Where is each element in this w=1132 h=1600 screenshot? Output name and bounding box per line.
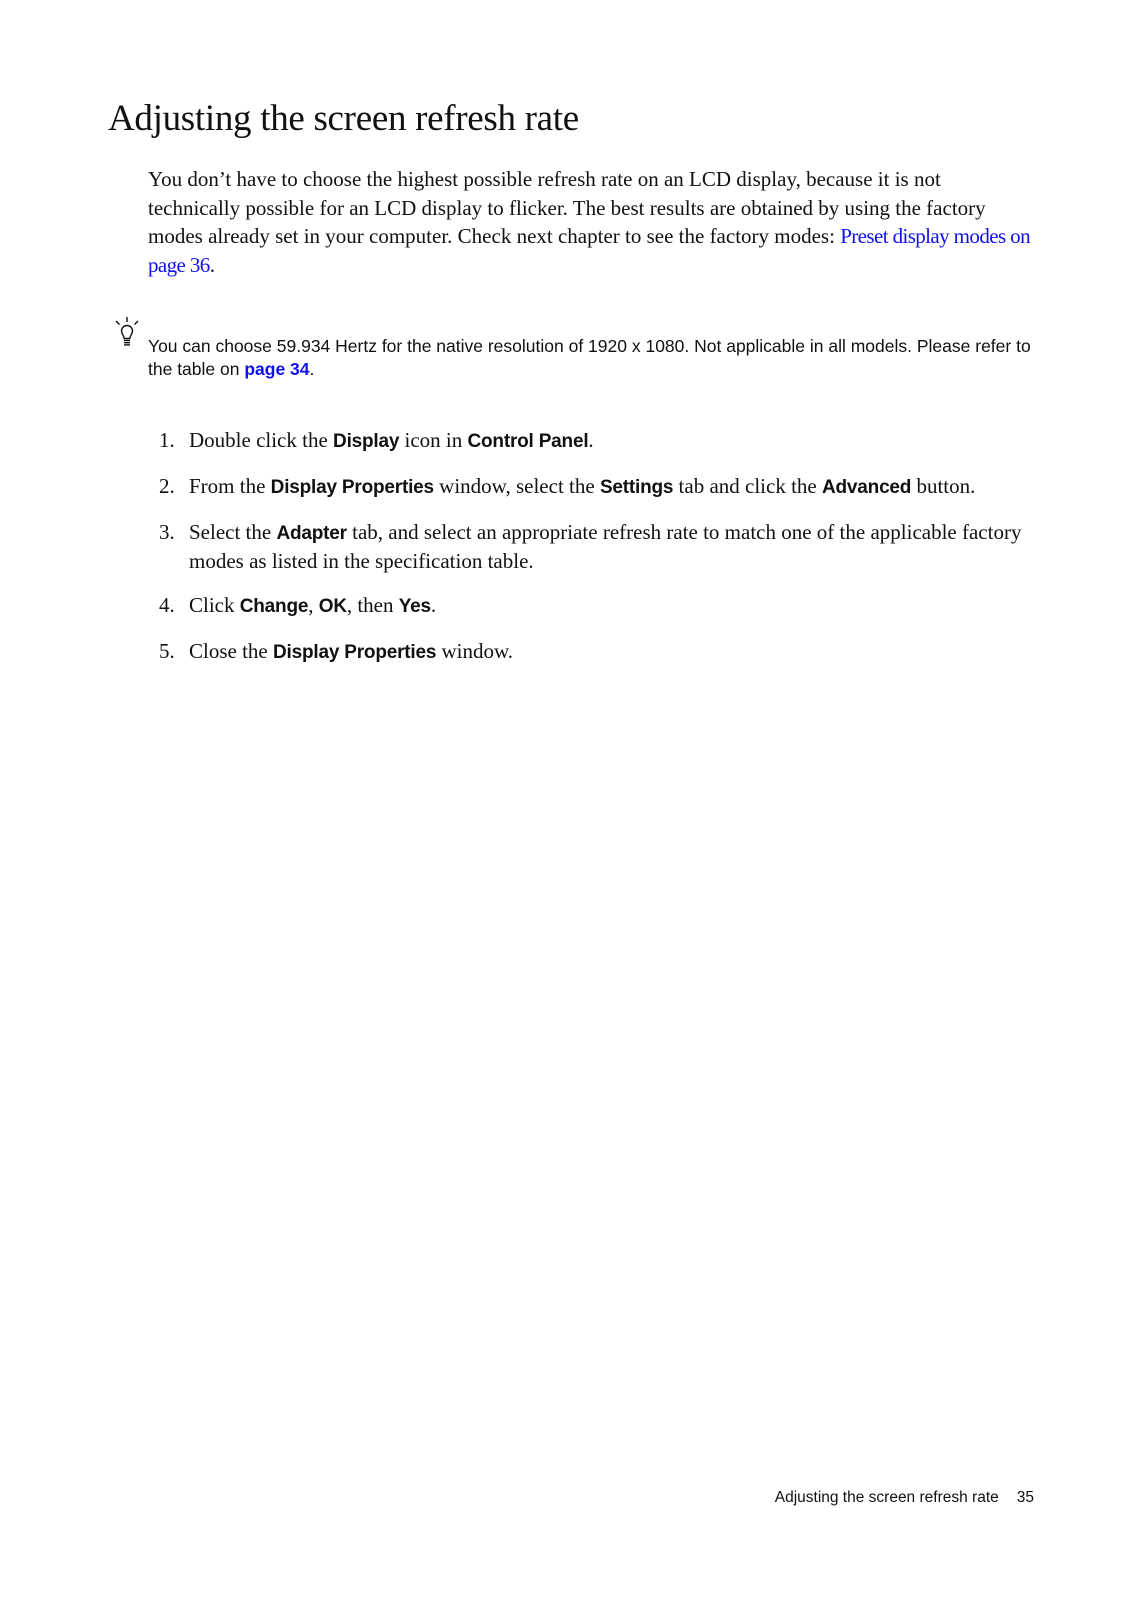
display-properties-term: Display Properties: [273, 641, 437, 663]
step-text: button.: [911, 474, 976, 498]
step-text: Click: [189, 592, 240, 617]
control-panel-term: Control Panel: [467, 431, 589, 452]
step-text: icon in: [399, 428, 468, 452]
step-item: [148, 638, 1038, 667]
tip-note: [148, 335, 1048, 381]
step-text: ,: [308, 592, 319, 617]
page-footer: [775, 1488, 1034, 1508]
adapter-term: Adapter: [276, 523, 347, 544]
ok-term: OK: [318, 595, 347, 617]
step-text: , then: [346, 592, 399, 617]
step-item: [148, 519, 1038, 574]
step-number: 1.: [159, 428, 175, 452]
step-number: 4.: [159, 592, 175, 617]
display-properties-term: Display Properties: [270, 477, 434, 498]
step-number: 5.: [159, 638, 175, 663]
step-text: .: [588, 428, 594, 452]
page-34-link[interactable]: page 34: [244, 359, 310, 379]
step-text: tab, and select an appropriate refresh rate to match one of the applicable factory modes as listed in the specification table.: [189, 520, 1022, 573]
settings-term: Settings: [599, 477, 674, 498]
tip-text: You can choose 59.934 Hertz for the native resolution of 1920 x 1080. Not applicable in all models. Please refer to the table on: [148, 336, 1031, 379]
step-text: tab and click the: [673, 474, 822, 498]
preset-display-modes-link[interactable]: Preset display modes on page 36: [148, 224, 1030, 277]
page-title: Adjusting the screen refresh rate: [108, 98, 579, 139]
yes-term: Yes: [398, 595, 431, 617]
step-text: Select the: [189, 520, 277, 544]
step-number: 2.: [159, 474, 175, 498]
step-item: [148, 427, 1038, 456]
step-text: window.: [436, 638, 514, 663]
footer-section-title: Adjusting the screen refresh rate: [774, 1489, 999, 1506]
step-text: Double click the: [189, 428, 334, 452]
display-term: Display: [333, 431, 400, 452]
step-text: Close the: [189, 638, 273, 663]
step-text: .: [430, 592, 437, 617]
advanced-term: Advanced: [822, 477, 912, 498]
steps-list: [148, 427, 1038, 684]
intro-end: .: [209, 252, 215, 277]
intro-paragraph: [148, 165, 1038, 279]
intro-text: You don’t have to choose the highest possible refresh rate on an LCD display, because it is not technically possible for an LCD display to flicker. The best results are obtained by using the factory modes already set in your computer. Check next chapter to see the factory modes:: [148, 167, 986, 248]
step-text: From the: [189, 474, 271, 498]
lightbulb-icon: [112, 316, 142, 350]
step-number: 3.: [159, 520, 175, 544]
change-term: Change: [239, 595, 309, 617]
step-item: [148, 473, 1038, 502]
step-item: [148, 592, 1038, 621]
tip-end: .: [309, 359, 315, 379]
step-text: window, select the: [433, 474, 600, 498]
footer-page-number: 35: [1016, 1489, 1034, 1506]
